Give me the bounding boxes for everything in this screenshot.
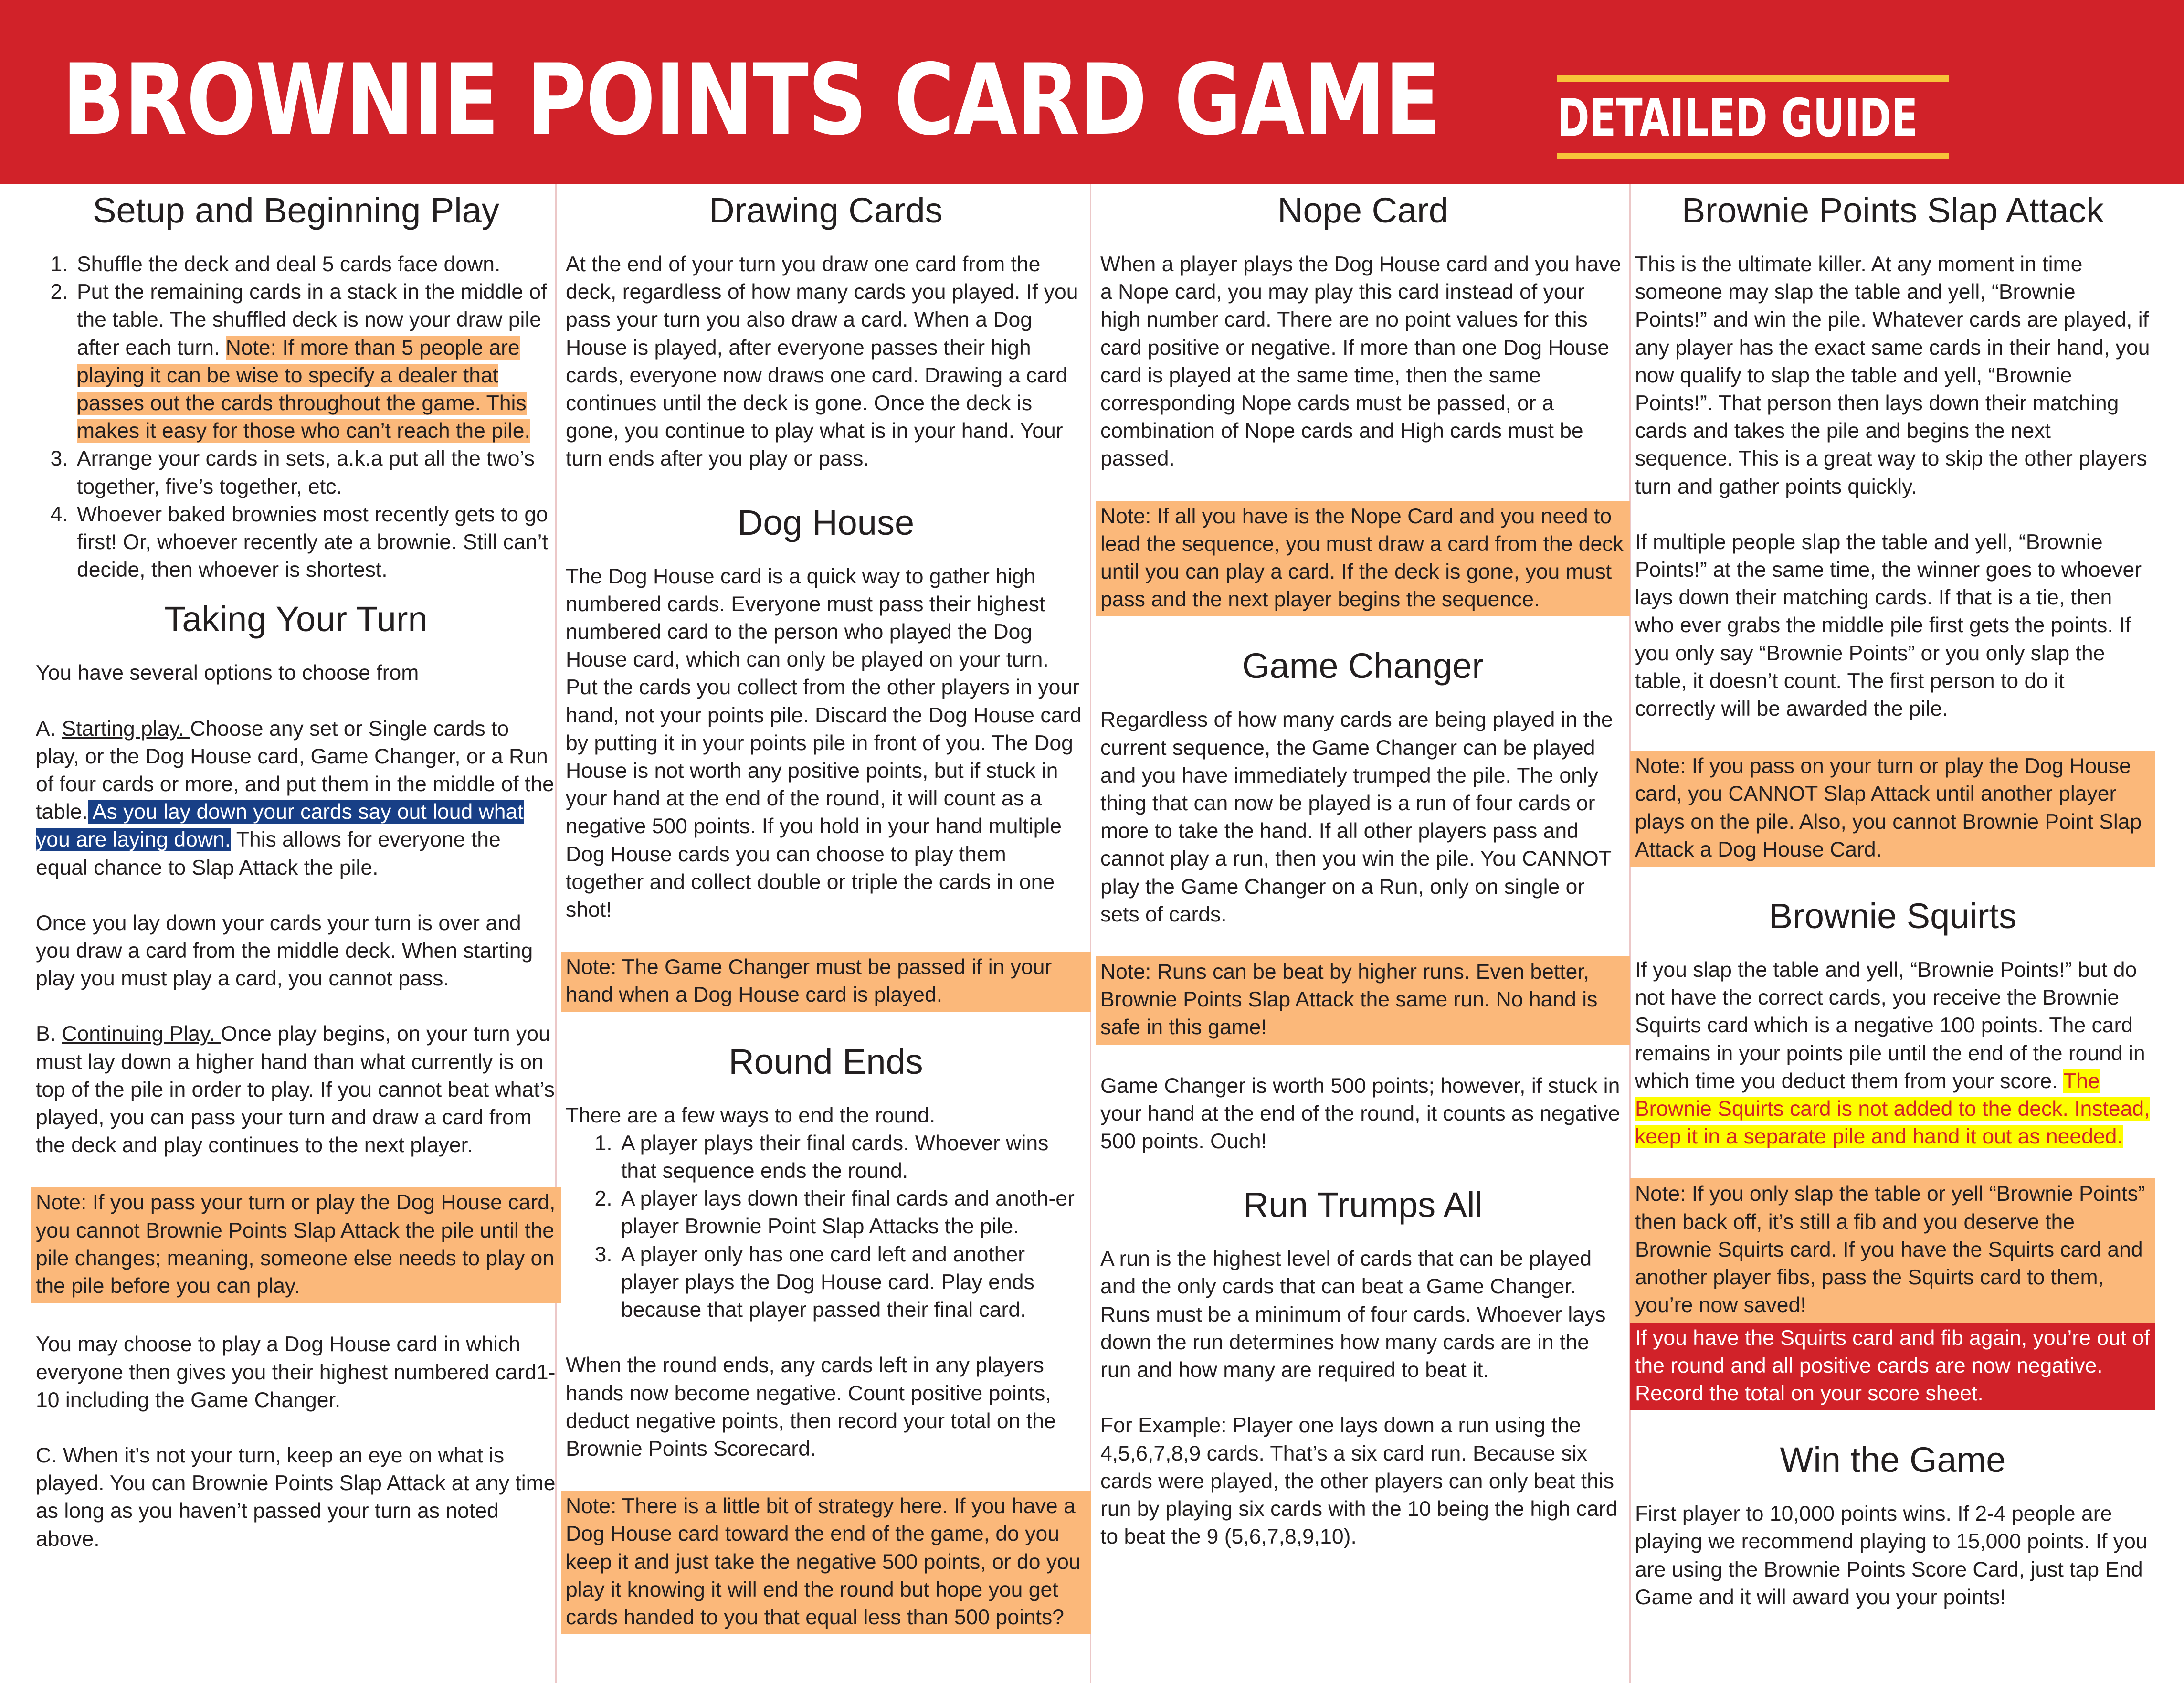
starting-play-text-2: This allows for everyone the equal chance to Slap Attack the pile. bbox=[36, 828, 501, 879]
squirts-body: If you slap the table and yell, “Brownie Points!” but do not have the correct cards, you receive the Brownie Squirts card which is a negative 100 points. The card remains in your points pile until the end of the round in which time you deduct them from your score. bbox=[1635, 958, 2145, 1093]
squirts-heading: Brownie Squirts bbox=[1769, 896, 2017, 936]
setup-step: 3. Arrange your cards in sets, a.k.a put all the two’s together, five’s together, etc. bbox=[74, 445, 556, 500]
detailed-guide-badge bbox=[1557, 75, 1949, 159]
nope-note: Note: If all you have is the Nope Card and you need to lead the sequence, you must draw a card from the deck until you can play a card. If the deck is gone, you must pass and the next player begins the sequence. bbox=[1096, 501, 1630, 617]
squirts-highlight: The Brownie Squirts card is not added to the deck. Instead, keep it in a separate pile and hand it out as needed. bbox=[1635, 1069, 2150, 1149]
badge-label: DETAILED GUIDE bbox=[1557, 87, 1918, 148]
slap-note: Note: If you pass on your turn or play the Dog House card, you CANNOT Slap Attack until another player plays on the pile. Also, you cannot Brownie Point Slap Attack a Dog House Card. bbox=[1630, 751, 2155, 867]
win-heading: Win the Game bbox=[1780, 1440, 2006, 1480]
header-banner bbox=[0, 0, 2184, 184]
column-divider bbox=[1629, 184, 1631, 1683]
changer-heading: Game Changer bbox=[1242, 646, 1484, 686]
run-text: A run is the highest level of cards that can be played and the only cards that can beat a Game Changer. Runs must be a minimum of four cards. Whoever lays down the run determines how many cards are in the run and how many are required to beat it. bbox=[1100, 1247, 1606, 1382]
continuing-play-title: Continuing Play. bbox=[62, 1022, 221, 1046]
squirts-text bbox=[1635, 956, 2151, 1151]
round-end-item: 2. A player lays down their final cards and anoth-er player Brownie Point Slap Attacks the pile. bbox=[618, 1185, 1086, 1240]
run-heading: Run Trumps All bbox=[1243, 1185, 1483, 1225]
round-intro: There are a few ways to end the round. bbox=[566, 1103, 936, 1127]
setup-step: 1. Shuffle the deck and deal 5 cards face down. bbox=[74, 251, 556, 278]
nope-text: When a player plays the Dog House card and you have a Nope card, you may play this card instead of your high number card. There are no point values for this card positive or negative. If more than one Dog House card is played at the same time, then the same corresponding Nope cards must be passed, or a combination of Nope cards and High cards must be passed. bbox=[1100, 253, 1621, 471]
slap-multiple: If multiple people slap the table and yell, “Brownie Points!” at the same time, the winner goes to whoever lays down their matching cards. If that is a tie, then who ever grabs the middle pile first gets the points. If you only say “Brownie Points” or you only slap the table, it doesn’t count. The first person to do it correctly will be awarded the pile. bbox=[1635, 530, 2142, 721]
after-play-paragraph: Once you lay down your cards your turn is over and you draw a card from the middle deck. When starting play you must play a card, you cannot pass. bbox=[36, 911, 533, 991]
starting-play-paragraph bbox=[36, 715, 556, 882]
setup-steps bbox=[36, 251, 556, 584]
dog-house-option: You may choose to play a Dog House card in which everyone then gives you their highest numbered card1-10 including the Game Changer. bbox=[36, 1333, 556, 1412]
option-letter: C. bbox=[36, 1443, 63, 1467]
column-2 bbox=[566, 189, 1086, 1662]
round-end-list bbox=[566, 1130, 1086, 1324]
turn-heading: Taking Your Turn bbox=[164, 599, 428, 639]
pass-turn-note: Note: If you pass your turn or play the Dog House card, you cannot Brownie Points Slap Attack the pile until the pile changes; meaning, someone else needs to play on the pile before you can play. bbox=[31, 1187, 561, 1303]
run-example: For Example: Player one lays down a run using the 4,5,6,7,8,9 cards. That’s a six card run. Because six cards were played, the other players can only beat this run by playing six cards with the 10 being the high card to beat the 9 (5,6,7,8,9,10). bbox=[1100, 1414, 1618, 1549]
starting-play-text: Choose any set or Single cards to play, or the Dog House card, Game Changer, or a Run of four cards or more, and put them in the middle of the table. bbox=[36, 717, 554, 824]
column-divider bbox=[1090, 184, 1091, 1683]
turn-intro: You have several options to choose from bbox=[36, 661, 419, 685]
round-scoring-text: When the round ends, any cards left in any players hands now become negative. Count positive points, deduct negative points, then record your total on the Brownie Points Scorecard. bbox=[566, 1354, 1056, 1461]
say-out-loud-highlight: As you lay down your cards say out loud what you are laying down. bbox=[36, 800, 524, 852]
option-letter: A. bbox=[36, 717, 62, 741]
continuing-play-paragraph bbox=[36, 1020, 556, 1159]
setup-step-text: Put the remaining cards in a stack in the middle of the table. The shuffled deck is now your draw pile after each turn. bbox=[77, 280, 547, 360]
round-end-item: 3. A player only has one card left and another player plays the Dog House card. Play ends because that player passed their final card. bbox=[618, 1241, 1086, 1324]
column-4 bbox=[1635, 189, 2151, 1639]
column-3 bbox=[1100, 189, 1625, 1578]
changer-text: Regardless of how many cards are being played in the current sequence, the Game Changer can be played and you have immediately trumped the pile. The only thing that can now be played is a run of four cards or more to take the hand. If all other players pass and cannot play a run, then you win the pile. You CANNOT play the Game Changer on a Run, only on single or sets of cards. bbox=[1100, 708, 1613, 926]
dealer-note-highlight: Note: If more than 5 people are playing it can be wise to specify a dealer that passes out the cards throughout the game. This makes it easy for those who can’t reach the pile. bbox=[77, 336, 530, 443]
watch-play-text: When it’s not your turn, keep an eye on what is played. You can Brownie Points Slap Attack at any time as long as you haven’t passed your turn as noted above. bbox=[36, 1443, 556, 1551]
slap-text: This is the ultimate killer. At any moment in time someone may slap the table and yell, “Brownie Points!” and win the pile. Whatever cards are played, if any player has the exact same cards in their hand, you now qualify to slap the table and yell, “Brownie Points!”. That person then lays down their matching cards and takes the pile and begins the next sequence. This is a great way to skip the other players turn and gather points quickly. bbox=[1635, 253, 2150, 498]
drawing-heading: Drawing Cards bbox=[709, 191, 943, 230]
doghouse-text: The Dog House card is a quick way to gather high numbered cards. Everyone must pass their highest numbered card to the person who played the Dog House card, which can only be played on your turn. Put the cards you collect from the other players in your hand, not your points pile. Discard the Dog House card by putting it in your points pile in front of you. The Dog House is not worth any positive points, but if stuck in your hand at the end of the round, it will count as a negative 500 points. If you hold in your hand multiple Dog House cards you can choose to play them together and collect double or triple the cards in one shot! bbox=[566, 564, 1082, 922]
option-letter: B. bbox=[36, 1022, 62, 1046]
doghouse-heading: Dog House bbox=[737, 502, 915, 542]
watch-play-paragraph bbox=[36, 1442, 556, 1553]
slap-heading: Brownie Points Slap Attack bbox=[1681, 191, 2104, 230]
changer-worth: Game Changer is worth 500 points; however, if stuck in your hand at the end of the round, it counts as negative 500 points. Ouch! bbox=[1100, 1074, 1620, 1154]
setup-step bbox=[74, 278, 556, 445]
starting-play-title: Starting play. bbox=[62, 717, 190, 741]
fib-note: Note: If you only slap the table or yell “Brownie Points” then back off, it’s still a fib and you deserve the Brownie Squirts card. If you have the Squirts card and another player fibs, pass the Squirts card to them, you’re now saved! bbox=[1630, 1178, 2155, 1322]
win-text: First player to 10,000 points wins. If 2-4 people are playing we recommend playing to 15,000 points. If you are using the Brownie Points Score Card, just tap End Game and it will award you your points! bbox=[1635, 1502, 2148, 1609]
drawing-text: At the end of your turn you draw one card from the deck, regardless of how many cards you played. If you pass your turn you also draw a card. When a Dog House is played, after everyone passes their high cards, everyone now draws one card. Drawing a card continues until the deck is gone. Once the deck is gone, you continue to play what is in your hand. Your turn ends after you play or pass. bbox=[566, 253, 1078, 471]
nope-heading: Nope Card bbox=[1277, 191, 1448, 230]
strategy-note: Note: There is a little bit of strategy here. If you have a Dog House card toward the end of the game, do you keep it and just take the negative 500 points, or do you play it knowing it will end the round but hope you get cards handed to you that equal less than 500 points? bbox=[561, 1491, 1091, 1634]
round-end-item: 1. A player plays their final cards. Whoever wins that sequence ends the round. bbox=[618, 1130, 1086, 1185]
game-changer-note: Note: The Game Changer must be passed if in your hand when a Dog House card is played. bbox=[561, 952, 1091, 1012]
fib-again-warning: If you have the Squirts card and fib again, you’re out of the round and all positive cards are now negative. Record the total on your score sheet. bbox=[1630, 1323, 2155, 1411]
column-1 bbox=[36, 189, 556, 1581]
round-heading: Round Ends bbox=[728, 1041, 923, 1081]
page-title: BROWNIE POINTS CARD GAME bbox=[62, 43, 1440, 157]
runs-note: Note: Runs can be beat by higher runs. Even better, Brownie Points Slap Attack the same run. No hand is safe in this game! bbox=[1096, 956, 1630, 1045]
continuing-play-text: Once play begins, on your turn you must lay down a higher hand than what currently is on top of the pile in order to play. If you cannot beat what’s played, you can pass your turn and draw a card from the deck and play continues to the next player. bbox=[36, 1022, 555, 1157]
setup-heading: Setup and Beginning Play bbox=[93, 191, 499, 230]
setup-step: 4. Whoever baked brownies most recently gets to go first! Or, whoever recently ate a brownie. Still can’t decide, then whoever is shortest. bbox=[74, 501, 556, 584]
